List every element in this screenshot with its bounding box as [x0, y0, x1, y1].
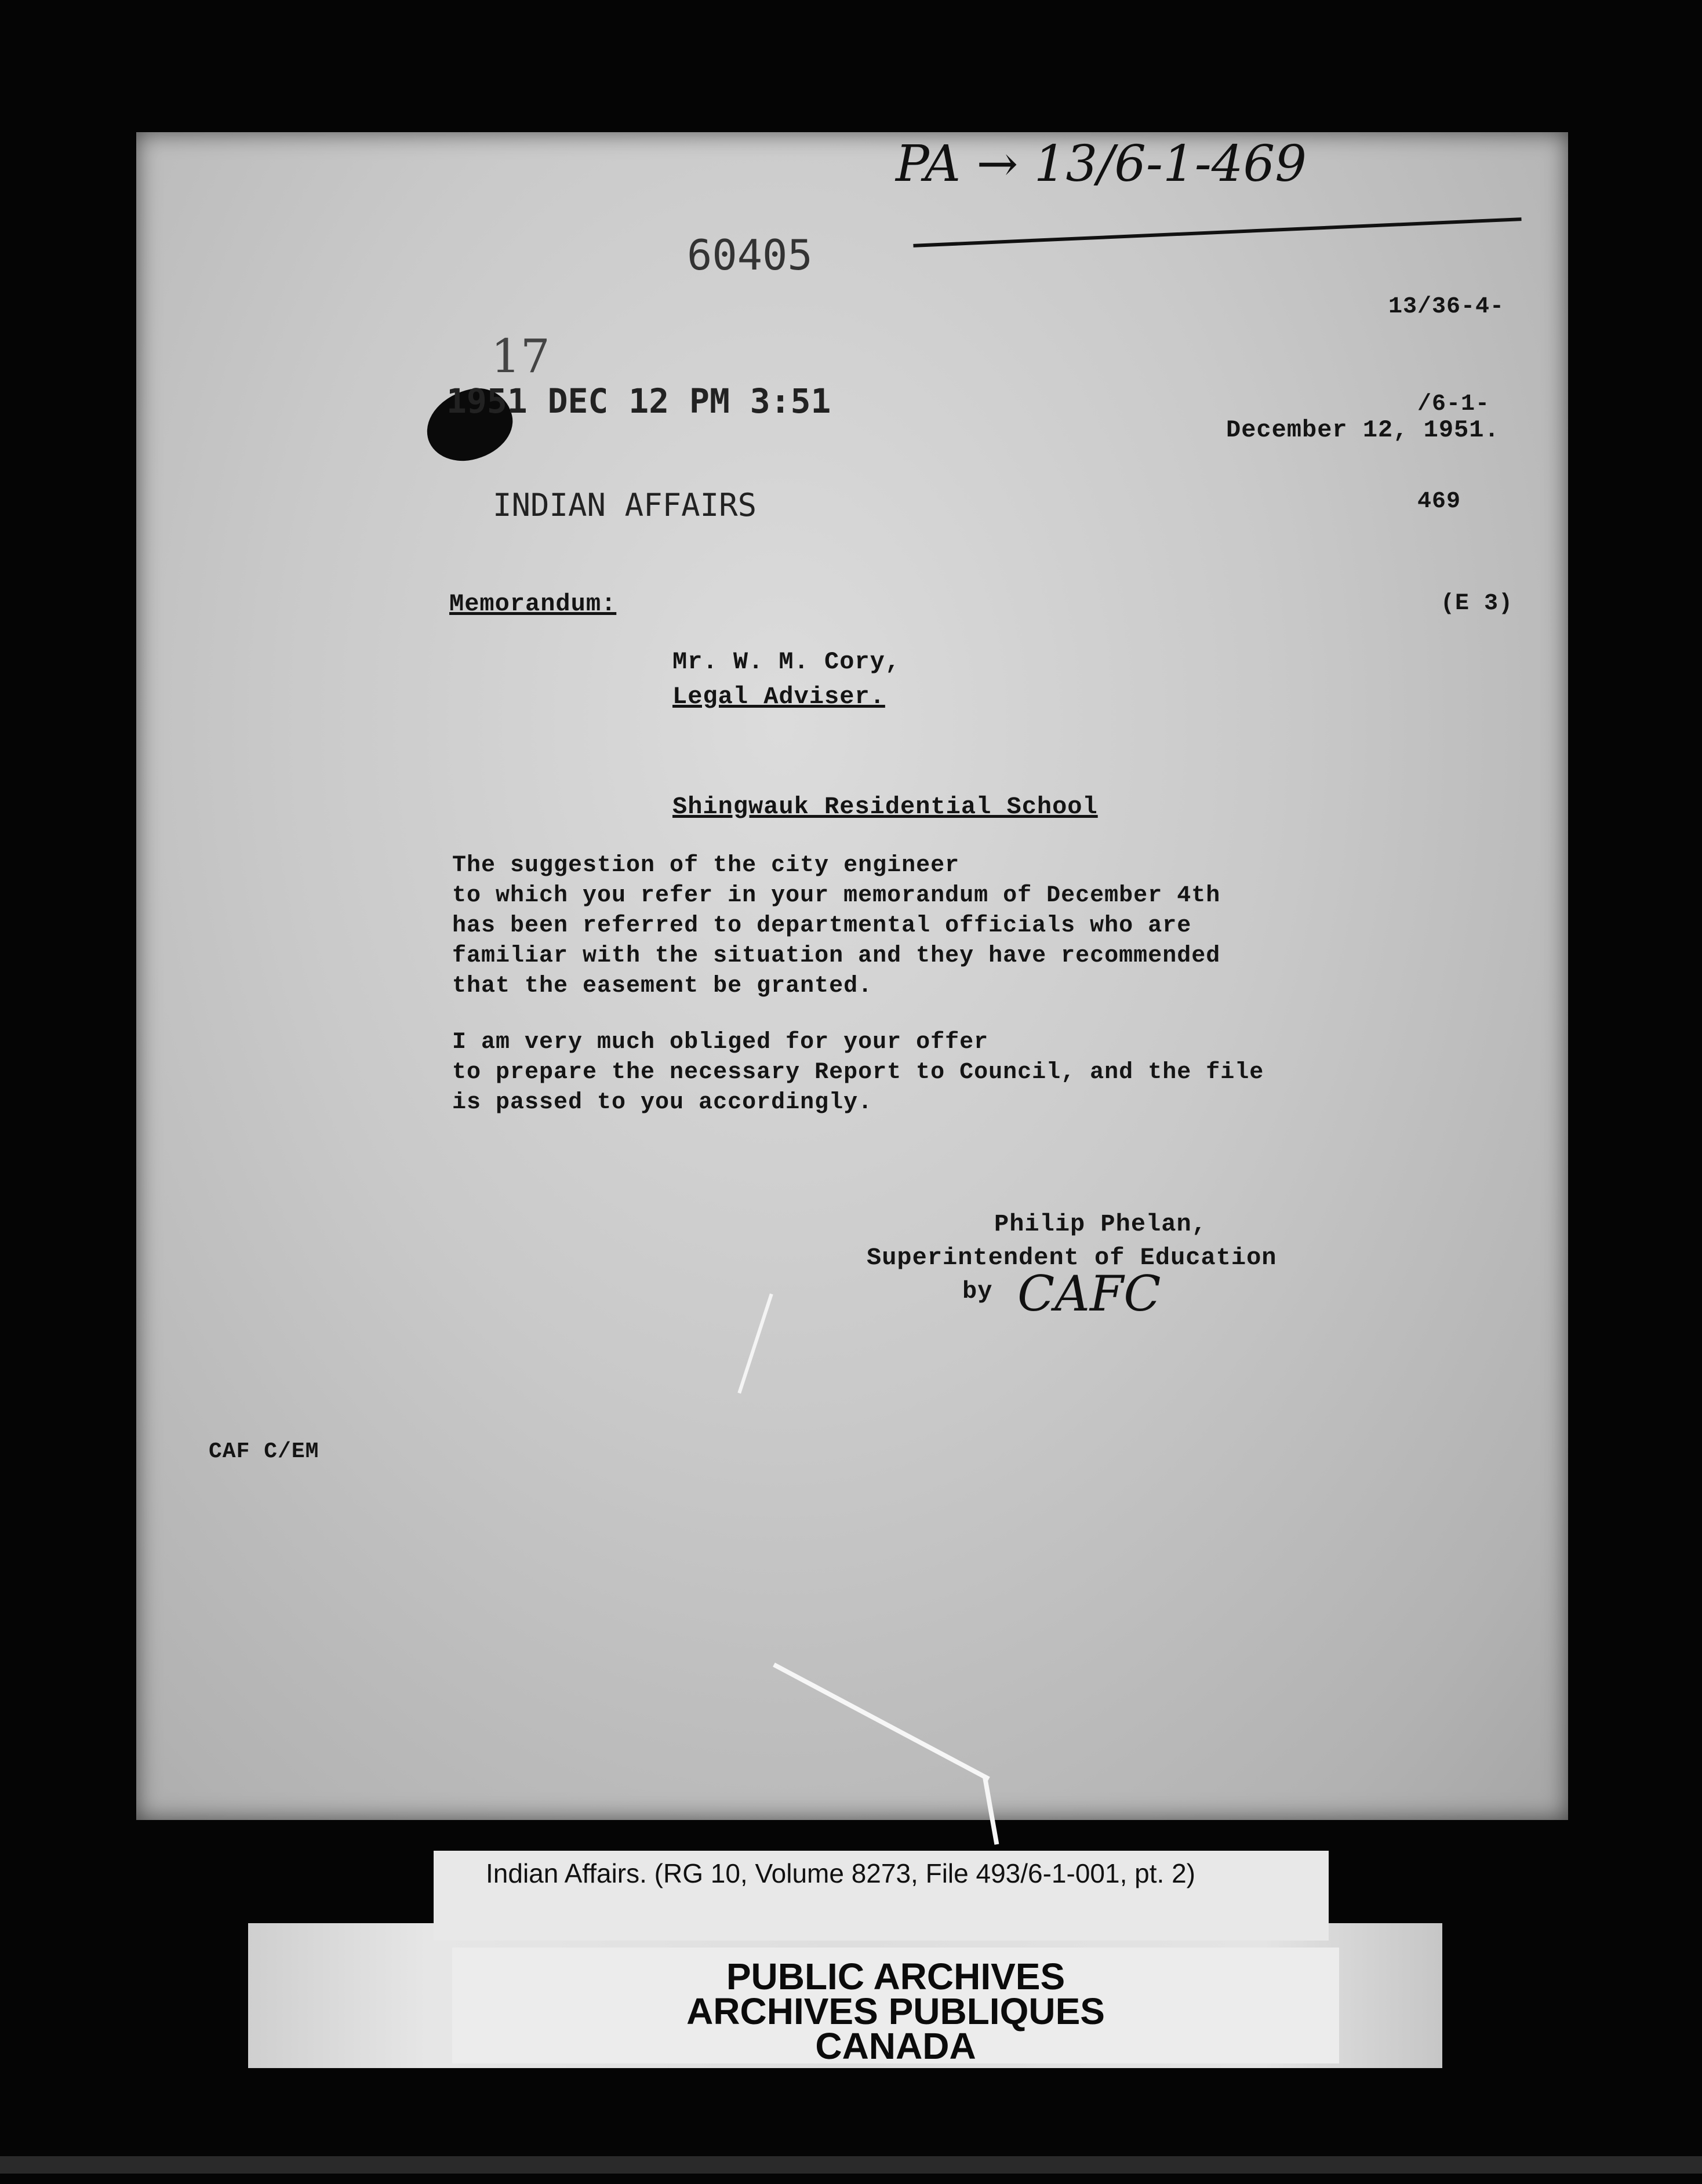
- subject-line: Shingwauk Residential School: [672, 793, 1098, 821]
- file-code-line: (E 3): [1441, 591, 1514, 617]
- stamp-number: 60405: [687, 231, 813, 279]
- document-date: December 12, 1951.: [1226, 416, 1500, 444]
- film-scratch: [737, 1293, 773, 1393]
- recipient-title: Legal Adviser.: [672, 683, 885, 711]
- archive-caption: Indian Affairs. (RG 10, Volume 8273, File 493/6-1-001, pt. 2): [486, 1858, 1195, 1888]
- memorandum-heading: Memorandum:: [449, 590, 617, 618]
- archive-line-1: PUBLIC ARCHIVES: [726, 1956, 1065, 1997]
- reference-initials: CAF C/EM: [209, 1439, 319, 1464]
- body-paragraph: I am very much obliged for your offer to prepare the necessary Report to Council, and the file is passed to you accordingly.: [452, 1029, 1264, 1116]
- received-stamp-datetime: 1951 DEC 12 PM 3:51: [446, 381, 831, 421]
- handwritten-file-reference: PA → 13/6-1-469: [896, 135, 1307, 193]
- file-code-line: 13/36-4-: [1388, 294, 1505, 320]
- document-page: [136, 132, 1568, 1820]
- signature-title: Superintendent of Education: [867, 1244, 1277, 1272]
- signature-initials: CAFC: [1017, 1265, 1161, 1322]
- archive-line-2: ARCHIVES PUBLIQUES: [686, 1990, 1105, 2032]
- film-scratch: [773, 1662, 990, 1781]
- file-codes: [1388, 226, 1513, 685]
- film-edge: [0, 2156, 1702, 2174]
- film-scratch: [983, 1775, 999, 1845]
- signature-by: by: [962, 1277, 993, 1305]
- file-code-line: 469: [1417, 489, 1461, 515]
- body-paragraph: The suggestion of the city engineer to which you refer in your memorandum of December 4th has been referred to departmental officials who are familiar with the situation and they have recommended that the easement be granted.: [452, 853, 1221, 999]
- file-code-line: /6-1-: [1417, 391, 1490, 417]
- initials-mark: 17: [491, 329, 550, 383]
- signature-name: Philip Phelan,: [994, 1210, 1207, 1238]
- recipient-name: Mr. W. M. Cory,: [672, 648, 901, 676]
- received-stamp-department: INDIAN AFFAIRS: [493, 487, 757, 523]
- archive-line-3: CANADA: [815, 2025, 976, 2067]
